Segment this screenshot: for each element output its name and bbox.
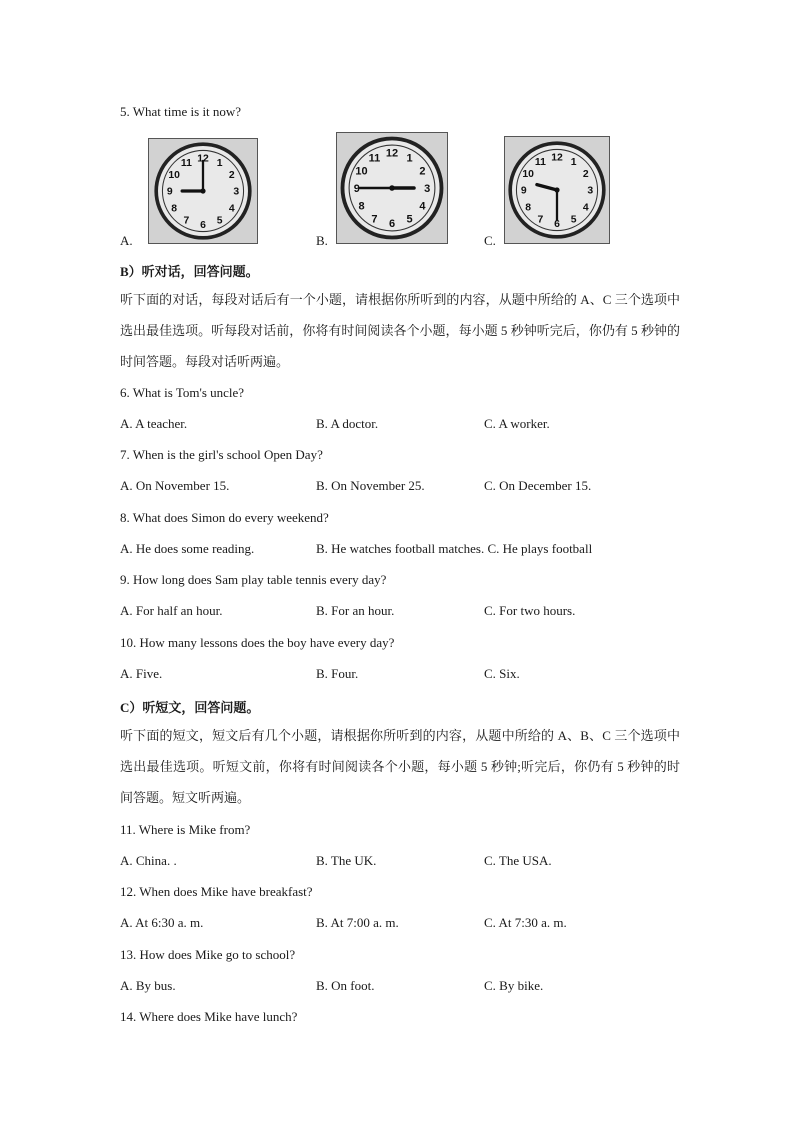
q9-option-c: C. For two hours. (484, 603, 576, 618)
q13-option-b: B. On foot. (316, 978, 375, 993)
clock-numeral-12: 12 (551, 152, 563, 164)
q7-option-b: B. On November 25. (316, 478, 425, 493)
clock-numeral-10: 10 (522, 169, 534, 180)
clock-numeral-6: 6 (200, 219, 206, 231)
question-5: 5. What time is it now? (120, 104, 242, 119)
question-11: 11. Where is Mike from? (120, 822, 251, 837)
q11-option-a: A. China. . (120, 853, 177, 868)
q8-option-a: A. He does some reading. (120, 541, 255, 556)
question-14: 14. Where does Mike have lunch? (120, 1009, 298, 1024)
q12-option-b: B. At 7:00 a. m. (316, 915, 399, 930)
question-12: 12. When does Mike have breakfast? (120, 884, 313, 899)
clock-numeral-1: 1 (406, 152, 413, 165)
clock-numeral-2: 2 (419, 165, 426, 178)
q11-option-c: C. The USA. (484, 853, 552, 868)
q7-option-c: C. On December 15. (484, 478, 592, 493)
q6-option-c: C. A worker. (484, 416, 550, 431)
clock-numeral-11: 11 (534, 156, 546, 168)
clock-numeral-3: 3 (233, 186, 240, 198)
clock-numeral-9: 9 (166, 186, 173, 198)
clock-center (389, 185, 395, 191)
q10-option-a: A. Five. (120, 666, 163, 681)
clock-numeral-8: 8 (525, 202, 532, 214)
clock-numeral-1: 1 (570, 156, 577, 168)
question-9: 9. How long does Sam play table tennis every day? (120, 572, 387, 587)
q10-option-c: C. Six. (484, 666, 520, 681)
clock-numeral-7: 7 (537, 214, 544, 226)
question-10: 10. How many lessons does the boy have every day? (120, 635, 395, 650)
q12-option-c: C. At 7:30 a. m. (484, 915, 567, 930)
clock-numeral-5: 5 (216, 215, 223, 227)
clock-numeral-2: 2 (228, 170, 235, 181)
q13-option-a: A. By bus. (120, 978, 176, 993)
question-6: 6. What is Tom's uncle? (120, 385, 245, 400)
clock-b (337, 133, 447, 243)
clock-numeral-3: 3 (587, 185, 594, 197)
clock-numeral-5: 5 (570, 214, 577, 226)
clock-numeral-3: 3 (424, 182, 431, 195)
clock-numeral-1: 1 (216, 157, 223, 169)
clock-numeral-12: 12 (197, 153, 209, 165)
q9-option-a: A. For half an hour. (120, 603, 223, 618)
question-8: 8. What does Simon do every weekend? (120, 510, 329, 525)
clock-numeral-9: 9 (353, 182, 360, 195)
clock-numeral-4: 4 (582, 202, 589, 214)
clock-c (505, 137, 609, 243)
q12-option-a: A. At 6:30 a. m. (120, 915, 204, 930)
clock-numeral-11: 11 (368, 152, 381, 165)
question-13: 13. How does Mike go to school? (120, 947, 296, 962)
section-b-instructions: 听下面的对话，每段对话后有一个小题，请根据你所听到的内容，从题中所给的 A、C 三个选项中选出最佳选项。听每段对话前，你将有时间阅读各个小题，每小题 5 秒钟听完后，你仍有 5 秒钟的时间答题。每段对话听两遍。 (120, 292, 680, 369)
q13-option-c: C. By bike. (484, 978, 544, 993)
clock-numeral-7: 7 (183, 215, 190, 227)
clock-image-a (148, 138, 258, 244)
clock-numeral-5: 5 (406, 213, 413, 226)
clock-numeral-11: 11 (180, 157, 192, 169)
clock-image-c (504, 136, 610, 244)
q6-option-a: A. A teacher. (120, 416, 188, 431)
clock-image-b (336, 132, 448, 244)
clock-numeral-6: 6 (554, 218, 560, 230)
clock-numeral-8: 8 (358, 200, 365, 213)
q7-option-a: A. On November 15. (120, 478, 230, 493)
q9-option-b: B. For an hour. (316, 603, 395, 618)
clock-a (149, 139, 257, 243)
clock-numeral-12: 12 (385, 147, 399, 160)
clock-numeral-4: 4 (228, 203, 235, 215)
clock-numeral-7: 7 (371, 213, 378, 226)
clock-numeral-2: 2 (582, 169, 589, 180)
clock-numeral-8: 8 (171, 203, 178, 215)
clock-numeral-10: 10 (355, 165, 368, 178)
clock-center (554, 187, 559, 192)
clock-numeral-4: 4 (419, 200, 426, 213)
q8-option-b-c: B. He watches football matches. C. He plays football (316, 541, 593, 556)
section-c-instructions: 听下面的短文，短文后有几个小题，请根据你所听到的内容，从题中所给的 A、B、C 三个选项中选出最佳选项。听短文前，你将有时间阅读各个小题，每小题 5 秒钟;听完后，你仍有 5 秒钟的时间答题。短文听两遍。 (120, 728, 680, 805)
question-7: 7. When is the girl's school Open Day? (120, 447, 323, 462)
option-label-a: A. (120, 233, 133, 248)
option-label-b: B. (316, 233, 328, 248)
option-label-c: C. (484, 233, 496, 248)
q10-option-b: B. Four. (316, 666, 359, 681)
clock-numeral-10: 10 (168, 170, 180, 181)
section-b-title: B）听对话，回答问题。 (120, 264, 259, 279)
q11-option-b: B. The UK. (316, 853, 377, 868)
clock-numeral-6: 6 (388, 218, 396, 231)
clock-numeral-9: 9 (520, 185, 527, 197)
clock-center (200, 188, 205, 193)
section-c-title: C）听短文，回答问题。 (120, 700, 260, 715)
q6-option-b: B. A doctor. (316, 416, 379, 431)
